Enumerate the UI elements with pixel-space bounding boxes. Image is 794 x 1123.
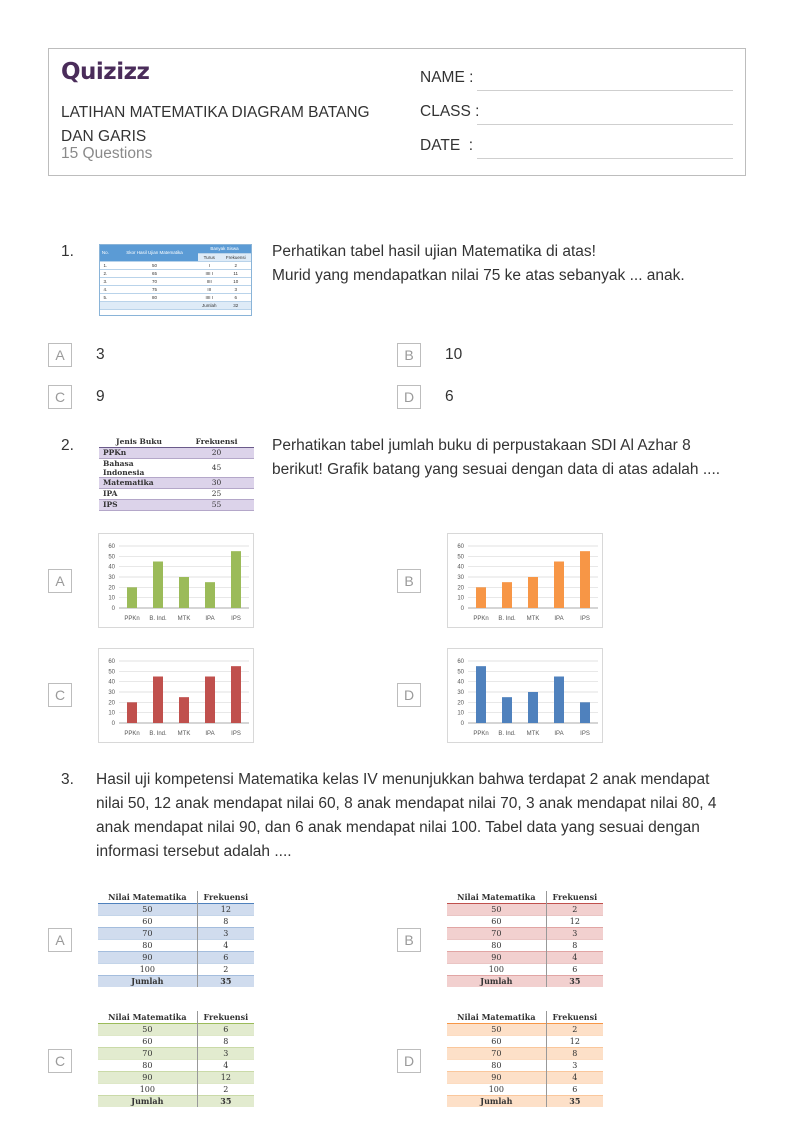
bar [127, 587, 137, 608]
q3-option-b-table[interactable] [447, 891, 603, 991]
q2-option-b-box[interactable]: B [397, 569, 421, 593]
table-row: IPS 55 [99, 499, 254, 510]
bar [127, 702, 137, 723]
y-tick-label: 30 [108, 575, 115, 581]
bar [502, 697, 512, 723]
q1-option-b-box[interactable]: B [397, 343, 421, 367]
question-2-text: Perhatikan tabel jumlah buku di perpustakaan SDI Al Azhar 8 berikut! Grafik batang yang sesuai dengan data di atas adalah .... [272, 437, 721, 478]
table-row: 60 12 [447, 1035, 603, 1047]
y-tick-label: 0 [111, 606, 115, 612]
table-row: Jumlah 32 [100, 301, 251, 309]
table-row: 70 8 [447, 1047, 603, 1059]
q1-th-score: Skor Hasil Ujian Matematika [111, 245, 198, 261]
x-tick-label: B. Ind. [498, 731, 516, 737]
table-row: 70 3 [98, 1047, 254, 1059]
x-tick-label: IPS [580, 731, 590, 737]
q1-th-freq: Frekuensi [220, 253, 251, 261]
bar [205, 677, 215, 724]
q1-th-students: Banyak Siswa [198, 245, 251, 253]
q1-option-c-box[interactable]: C [48, 385, 72, 409]
class-line [477, 124, 733, 125]
question-1-line-2: Murid yang mendapatkan nilai 75 ke atas sebanyak ... anak. [272, 267, 685, 284]
x-tick-label: PPKn [124, 616, 140, 622]
y-tick-label: 0 [111, 721, 115, 727]
x-tick-label: MTK [177, 731, 191, 737]
table-row: 60 8 [98, 1035, 254, 1047]
x-tick-label: IPA [205, 731, 215, 737]
table-row: 50 6 [98, 1023, 254, 1035]
x-tick-label: B. Ind. [149, 731, 167, 737]
table-total-row: Jumlah 35 [98, 1095, 254, 1107]
table-total-row: Jumlah 35 [447, 1095, 603, 1107]
y-tick-label: 10 [457, 595, 464, 602]
bar [580, 702, 590, 723]
x-tick-label: IPA [205, 616, 215, 622]
question-3-number: 3. [61, 771, 74, 788]
question-1-number: 1. [61, 243, 74, 260]
worksheet-header [48, 48, 746, 176]
table-row: 80 8 [447, 939, 603, 951]
table-row: 80 3 [447, 1059, 603, 1071]
q3-th-freq: Frekuensi [197, 891, 254, 903]
q2-option-a-chart[interactable] [98, 533, 254, 628]
q1-option-a-text[interactable]: 3 [96, 346, 105, 363]
q2-option-c-chart[interactable] [98, 648, 254, 743]
table-row: 80 4 [98, 1059, 254, 1071]
bar [528, 577, 538, 608]
bar [476, 587, 486, 608]
q1-option-d-text[interactable]: 6 [445, 388, 454, 405]
table-row: 100 6 [447, 963, 603, 975]
worksheet-title: LATIHAN MATEMATIKA DIAGRAM BATANG DAN GARIS [61, 104, 370, 145]
y-tick-label: 20 [108, 700, 115, 707]
q3-th-score: Nilai Matematika [108, 1011, 187, 1022]
table-total-row: Jumlah 35 [98, 975, 254, 987]
date-field[interactable] [420, 137, 476, 155]
x-tick-label: IPA [554, 731, 564, 737]
y-tick-label: 50 [108, 554, 115, 561]
table-row: 2. 65 IIII I 11 [100, 269, 251, 277]
table-row: 70 3 [98, 927, 254, 939]
table-row: 70 3 [447, 927, 603, 939]
y-tick-label: 30 [457, 690, 464, 696]
y-tick-label: 30 [457, 575, 464, 581]
bar [528, 692, 538, 723]
x-tick-label: MTK [526, 616, 540, 622]
x-tick-label: IPS [231, 616, 241, 622]
y-tick-label: 60 [457, 659, 464, 665]
q1-option-c-text[interactable]: 9 [96, 388, 105, 405]
bar [554, 677, 564, 724]
q2-option-a-box[interactable]: A [48, 569, 72, 593]
y-tick-label: 40 [457, 679, 464, 686]
y-tick-label: 60 [108, 544, 115, 550]
quizizz-logo: Quizizz [61, 59, 150, 85]
bar [231, 551, 241, 608]
table-row: 100 2 [98, 1083, 254, 1095]
table-row: 5. 80 IIII I 6 [100, 293, 251, 301]
y-tick-label: 50 [457, 554, 464, 561]
y-tick-label: 60 [108, 659, 115, 665]
name-line [477, 90, 733, 91]
class-field[interactable] [420, 103, 480, 121]
q3-th-score: Nilai Matematika [108, 891, 187, 902]
bar [179, 577, 189, 608]
y-tick-label: 20 [457, 700, 464, 707]
bar [502, 582, 512, 608]
q3-option-c-box[interactable]: C [48, 1049, 72, 1073]
table-row: 50 2 [447, 1023, 603, 1035]
name-label: NAME : [420, 69, 474, 86]
table-row: 60 8 [98, 915, 254, 927]
q3-th-freq: Frekuensi [546, 891, 603, 903]
y-tick-label: 40 [108, 679, 115, 686]
table-row: 50 2 [447, 903, 603, 915]
q2-option-d-chart[interactable] [447, 648, 603, 743]
y-tick-label: 10 [108, 710, 115, 717]
table-row: 90 4 [447, 1071, 603, 1083]
x-tick-label: B. Ind. [498, 616, 516, 622]
y-tick-label: 50 [457, 669, 464, 676]
x-tick-label: IPA [554, 616, 564, 622]
bar [554, 562, 564, 609]
table-row: 1. 50 I 2 [100, 261, 251, 269]
q3-option-b-box[interactable]: B [397, 928, 421, 952]
table-row: Bahasa Indonesia 45 [99, 458, 254, 477]
table-row: 50 12 [98, 903, 254, 915]
q3-th-freq: Frekuensi [546, 1011, 603, 1023]
x-tick-label: IPS [580, 616, 590, 622]
q1-score-table [99, 244, 252, 316]
q1-th-turus: Turus [198, 253, 220, 261]
name-field[interactable] [420, 69, 476, 87]
table-row: 90 6 [98, 951, 254, 963]
q3-option-c-table[interactable] [98, 1011, 254, 1111]
table-row: 90 12 [98, 1071, 254, 1083]
q1-th-no: No. [100, 245, 111, 261]
bar [205, 582, 215, 608]
bar [179, 697, 189, 723]
table-row: 3. 70 IIII 10 [100, 277, 251, 285]
y-tick-label: 10 [108, 595, 115, 602]
question-1-text [272, 240, 732, 288]
table-row: 60 12 [447, 915, 603, 927]
y-tick-label: 20 [457, 585, 464, 592]
y-tick-label: 0 [460, 721, 464, 727]
y-tick-label: 40 [108, 564, 115, 571]
y-tick-label: 30 [108, 690, 115, 696]
q1-option-d-box[interactable]: D [397, 385, 421, 409]
class-label: CLASS : [420, 103, 480, 120]
bar [153, 677, 163, 724]
q2-th-type: Jenis Buku [99, 436, 179, 447]
x-tick-label: PPKn [473, 616, 489, 622]
y-tick-label: 40 [457, 564, 464, 571]
q3-option-d-box[interactable]: D [397, 1049, 421, 1073]
y-tick-label: 60 [457, 544, 464, 550]
x-tick-label: PPKn [124, 731, 140, 737]
q2-book-table [99, 436, 254, 509]
table-row: Matematika 30 [99, 477, 254, 488]
bar [476, 666, 486, 723]
q3-option-a-box[interactable]: A [48, 928, 72, 952]
question-3-text: Hasil uji kompetensi Matematika kelas IV menunjukkan bahwa terdapat 2 anak mendapat nilai 50, 12 anak mendapat nilai 60, 8 anak mendapat nilai 70, 3 anak mendapat nilai 80, 4 anak mendapat nilai 90, dan 6 anak mendapat nilai 100. Tabel data yang sesuai dengan informasi tersebut adalah .... [96, 771, 717, 860]
q2-option-b-chart[interactable] [447, 533, 603, 628]
bar [153, 562, 163, 609]
table-total-row: Jumlah 35 [447, 975, 603, 987]
date-line [477, 158, 733, 159]
q3-th-score: Nilai Matematika [457, 1011, 536, 1022]
question-count: 15 Questions [61, 145, 153, 162]
y-tick-label: 20 [108, 585, 115, 592]
q3-option-a-table[interactable] [98, 891, 254, 991]
x-tick-label: IPS [231, 731, 241, 737]
q2-option-d-box[interactable]: D [397, 683, 421, 707]
q3-th-score: Nilai Matematika [457, 891, 536, 902]
y-tick-label: 50 [108, 669, 115, 676]
q3-option-d-table[interactable] [447, 1011, 603, 1111]
q2-th-freq: Frekuensi [179, 436, 254, 447]
table-row: 90 4 [447, 951, 603, 963]
q1-option-b-text[interactable]: 10 [445, 346, 463, 363]
x-tick-label: PPKn [473, 731, 489, 737]
table-row: 4. 75 III 3 [100, 285, 251, 293]
table-row: 100 2 [98, 963, 254, 975]
x-tick-label: MTK [177, 616, 191, 622]
bar [580, 551, 590, 608]
date-label: DATE : [420, 137, 474, 154]
y-tick-label: 0 [460, 606, 464, 612]
table-row: 80 4 [98, 939, 254, 951]
table-row: IPA 25 [99, 488, 254, 499]
table-row: PPKn 20 [99, 447, 254, 458]
y-tick-label: 10 [457, 710, 464, 717]
question-2-number: 2. [61, 437, 74, 454]
x-tick-label: MTK [526, 731, 540, 737]
x-tick-label: B. Ind. [149, 616, 167, 622]
q3-th-freq: Frekuensi [197, 1011, 254, 1023]
q1-option-a-box[interactable]: A [48, 343, 72, 367]
bar [231, 666, 241, 723]
q2-option-c-box[interactable]: C [48, 683, 72, 707]
table-row: 100 6 [447, 1083, 603, 1095]
question-1-line-1: Perhatikan tabel hasil ujian Matematika di atas! [272, 243, 596, 260]
